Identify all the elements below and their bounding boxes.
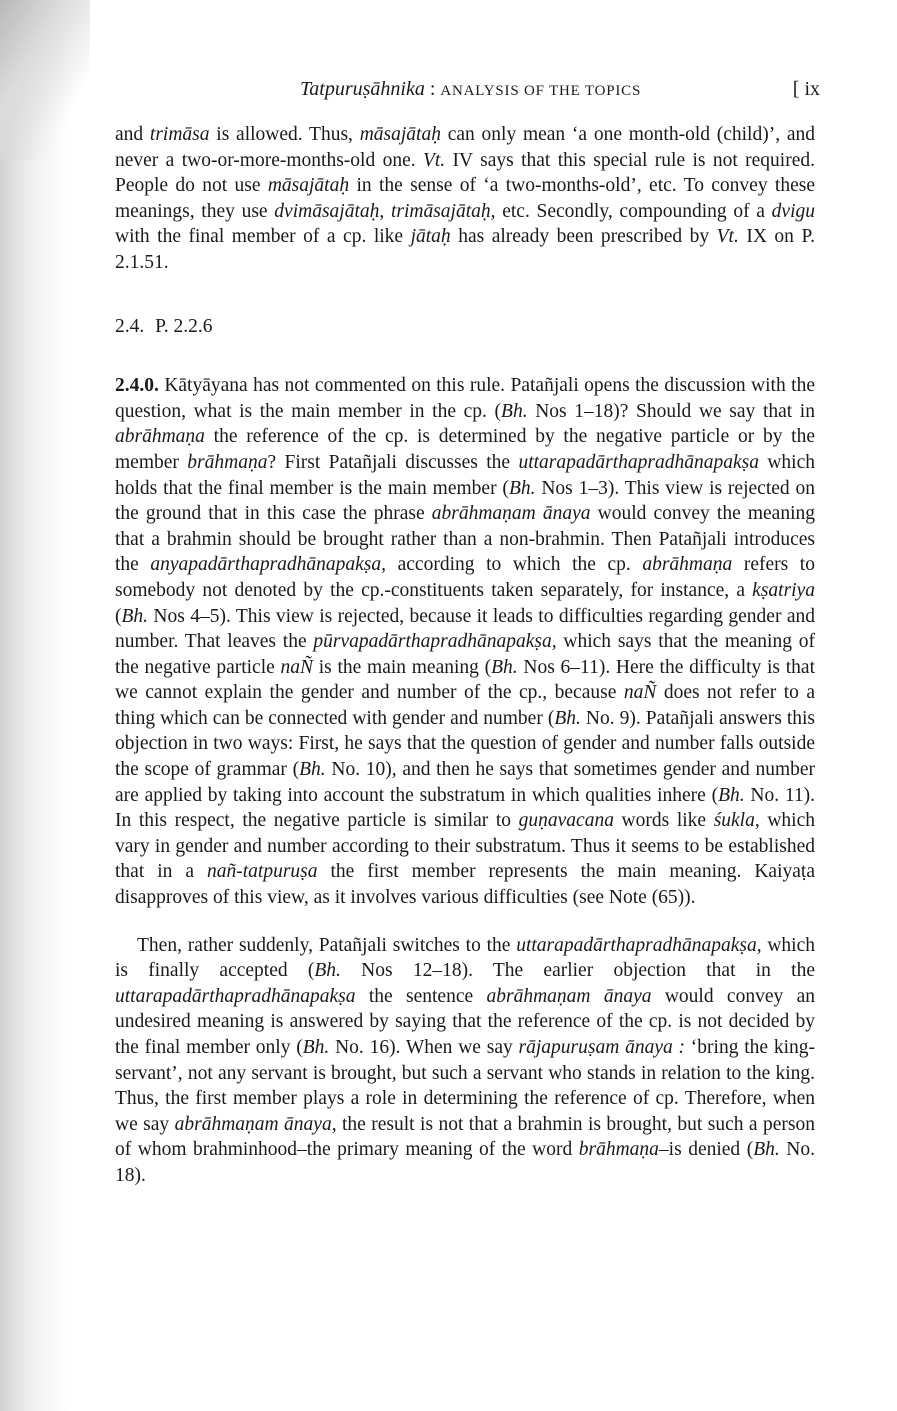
text-run: the sentence <box>355 985 487 1007</box>
italic-term: Bh. <box>501 400 528 422</box>
italic-term: abrāhmaṇam ānaya, <box>174 1113 337 1135</box>
text-run: No. 16). When we say <box>329 1037 519 1058</box>
text-run: does not refer to a thing which can be connected with gender and number ( <box>115 682 815 729</box>
text-run: No. 11). In this respect, the negative particle is similar to <box>115 784 816 832</box>
text-run: ? First Patañjali discusses the <box>267 451 519 473</box>
text-run: Nos 1–3). This view is rejected on the ground that in this case the phrase <box>115 477 815 525</box>
text-run: in the sense of ‘a two-months-old’, etc. To convey these meanings, they use <box>115 175 815 222</box>
text-run: Nos 6–11). Here the difficulty is that we cannot explain the gender and number of the cp., because <box>115 656 815 704</box>
italic-term: māsajātaḥ <box>359 124 441 145</box>
italic-term: māsajātaḥ <box>267 175 350 197</box>
text-run: etc. Secondly, compounding of a <box>495 200 772 222</box>
italic-term: dvimāsajātaḥ, trimāsajātaḥ, <box>274 200 496 222</box>
italic-term: Bh. <box>314 960 341 982</box>
text-run: Nos 1–18)? Should we say that in <box>527 400 815 422</box>
text-run: and <box>115 124 150 145</box>
section-number: 2.4. <box>115 315 145 337</box>
running-head-title: Tatpuruṣāhnika <box>300 78 425 100</box>
page-body <box>115 122 815 1189</box>
italic-term: Bh. <box>299 759 326 781</box>
paragraph-2-4-0 <box>115 373 815 910</box>
section-title: P. 2.2.6 <box>155 315 213 337</box>
text-run: No. 10), and then he says that sometimes gender and number are applied by taking into account the substratum in which qualities inhere ( <box>115 759 816 806</box>
text-run: ‘bring the king-servant’, not any servant is brought, but such a servant who stands in relation to the king. Thus, the first member plays a role in determining the reference of cp. Therefore, when we say <box>115 1037 816 1135</box>
italic-term: nañ-tatpuruṣa <box>207 861 318 883</box>
text-run: the first member represents the main meaning. Kaiyaṭa disapproves of this view, as it involves various difficulties (see Note (65)). <box>115 861 815 909</box>
running-head <box>300 78 641 101</box>
italic-term: naÑ <box>280 656 314 678</box>
italic-term: brāhmaṇa <box>187 451 268 473</box>
italic-term: Bh. <box>491 656 518 678</box>
italic-term: uttarapadārthapradhānapakṣa <box>518 451 759 473</box>
text-run: with the final member of a cp. like <box>115 226 411 248</box>
italic-term: pūrvapadārthapradhānapakṣa, <box>313 631 557 653</box>
text-run: which says that the meaning of the negative particle <box>115 631 815 678</box>
italic-term: Bh. <box>753 1139 780 1161</box>
text-run: the result is not that a brahmin is brought, but such a person of whom brahminhood–the primary meaning of the word <box>115 1113 815 1161</box>
italic-term: abrāhmaṇam ānaya <box>431 503 591 525</box>
italic-term: abrāhmaṇa <box>115 426 205 448</box>
italic-term: naÑ <box>623 682 657 704</box>
text-run: No. 18). <box>115 1139 815 1186</box>
text-run: according to which the cp. <box>386 554 643 576</box>
italic-term: guṇavacana <box>518 810 614 832</box>
italic-term: uttarapadārthapradhānapakṣa <box>115 985 356 1007</box>
italic-term: Bh. <box>302 1037 330 1058</box>
text-run: is the main meaning ( <box>313 656 492 678</box>
italic-term: Bh. <box>508 477 536 499</box>
text-run: No. 9). Patañjali answers this objection in two ways: First, he says that the question of gender and number falls outside the scope of grammar ( <box>115 707 815 781</box>
italic-term: Bh. <box>121 605 149 627</box>
italic-term: Bh. <box>554 707 581 729</box>
italic-term: Vt. <box>422 149 446 171</box>
italic-term: abrāhmaṇam ānaya <box>486 985 652 1007</box>
text-run: would convey the meaning that a brahmin should be brought rather than a non-brahmin. Then Patañjali introduces the <box>115 503 815 576</box>
italic-term: anyapadārthapradhānapakṣa, <box>150 554 387 576</box>
text-run: IV says that this special rule is not required. People do not use <box>115 149 815 197</box>
page-number: [ ix <box>792 78 820 100</box>
italic-term: śukla, <box>713 810 760 832</box>
paragraph-continuation <box>115 122 815 276</box>
text-run: the reference of the cp. is determined by the negative particle or by the member <box>115 426 815 473</box>
text-run: Nos 12–18). The earlier objection that in the <box>340 960 815 982</box>
text-run: refers to somebody not denoted by the cp.-constituents taken separately, for instance, a <box>115 554 815 601</box>
italic-term: Vt. <box>716 226 739 248</box>
binding-corner-shadow <box>0 0 90 160</box>
section-heading <box>115 314 815 340</box>
paragraph-then <box>115 933 815 1189</box>
paragraph-number: 2.4.0. <box>115 375 159 397</box>
text-run: which is finally accepted ( <box>115 934 816 982</box>
binding-shadow <box>0 0 70 1411</box>
italic-term: uttarapadārthapradhānapakṣa, <box>516 934 762 956</box>
italic-term: dvigu <box>771 200 815 222</box>
text-run: would convey an undesired meaning is answered by saying that the reference of the cp. is not decided by the final member only ( <box>115 985 815 1058</box>
text-run: Then, rather suddenly, Patañjali switches to the <box>137 934 517 956</box>
text-run: Nos 4–5). This view is rejected, because it leads to difficulties regarding gender and number. That leaves the <box>115 605 815 653</box>
italic-term: Bh. <box>718 784 745 806</box>
running-head-separator: : <box>424 78 441 100</box>
text-run: has already been prescribed by <box>450 226 717 248</box>
text-run: is allowed. Thus, <box>209 124 360 145</box>
text-run: –is denied ( <box>658 1139 754 1161</box>
text-run: which vary in gender and number according to their substratum. Thus it seems to be established that in a <box>115 810 815 883</box>
italic-term: trimāsa <box>149 124 210 145</box>
text-run: IX on P. 2.1.51. <box>115 226 815 273</box>
text-run: words like <box>613 810 714 832</box>
italic-term: abrāhmaṇa <box>642 554 733 576</box>
italic-term: kṣatriya <box>752 579 815 601</box>
text-run: which holds that the final member is the main member ( <box>115 451 816 499</box>
italic-term: jātaḥ <box>410 226 451 248</box>
page-header <box>300 78 820 108</box>
text-run: Kātyāyana has not commented on this rule. Patañjali opens the discussion with the question, what is the main member in the cp. ( <box>115 375 815 422</box>
italic-term: rājapuruṣam ānaya : <box>518 1037 686 1058</box>
running-head-subtitle: ANALYSIS OF THE TOPICS <box>440 83 642 99</box>
italic-term: brāhmaṇa <box>578 1139 659 1161</box>
text-run: ( <box>115 605 122 627</box>
text-run: can only mean ‘a one month-old (child)’, and never a two-or-more-months-old one. <box>115 124 815 171</box>
